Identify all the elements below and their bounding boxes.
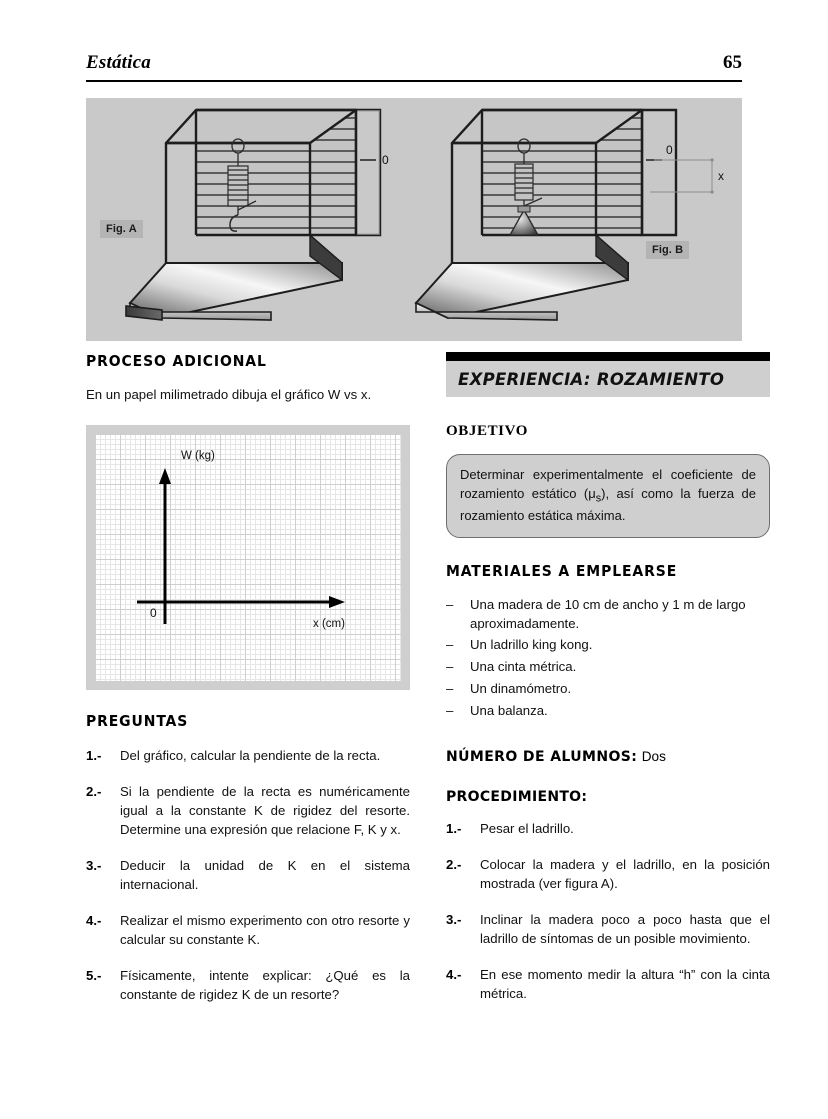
list-item — [446, 636, 770, 655]
left-column — [86, 352, 410, 1021]
graph-axes — [95, 434, 401, 681]
fig-b-zero-label: 0 — [666, 143, 673, 157]
item-number: 3.- — [446, 912, 462, 928]
item-text: Un dinamómetro. — [470, 680, 572, 696]
preguntas-heading: PREGUNTAS — [86, 711, 189, 730]
objetivo-text-part1: Determinar experimentalmente el coeficiente de rozamiento estático (μ — [460, 467, 756, 501]
graph-paper-box — [86, 425, 410, 690]
header-divider — [86, 80, 742, 82]
fig-b-label: Fig. B — [646, 241, 689, 259]
item-dash: – — [446, 659, 454, 675]
item-number: 2.- — [86, 783, 102, 799]
list-item — [446, 819, 770, 838]
right-column — [446, 352, 770, 1020]
item-text: Realizar el mismo experimento con otro resorte y calcular su constante K. — [120, 912, 410, 947]
item-number: 2.- — [446, 857, 462, 873]
graph-x-axis-label: x (cm) — [313, 617, 345, 630]
graph-origin-label: 0 — [150, 605, 157, 620]
item-dash: – — [446, 702, 454, 718]
list-item — [86, 782, 410, 839]
item-dash: – — [446, 637, 454, 653]
item-text: Pesar el ladrillo. — [480, 821, 574, 837]
list-item — [86, 856, 410, 894]
experiencia-top-bar — [446, 352, 770, 361]
item-text: Deducir la unidad de K en el sistema internacional. — [120, 857, 410, 892]
figure-b — [414, 98, 742, 341]
graph-y-axis-label: W (kg) — [181, 449, 215, 462]
list-item — [86, 746, 410, 765]
graph-grid — [95, 434, 401, 681]
list-item — [446, 680, 770, 699]
procedimiento-heading: PROCEDIMIENTO: — [446, 789, 588, 806]
objetivo-subscript: s — [595, 492, 602, 505]
fig-a-label: Fig. A — [100, 220, 143, 238]
item-text: Una madera de 10 cm de ancho y 1 m de largo aproximadamente. — [470, 596, 746, 631]
item-text: Una cinta métrica. — [470, 659, 577, 675]
item-number: 1.- — [86, 747, 102, 763]
list-item — [446, 910, 770, 948]
list-item — [446, 855, 770, 893]
figure-b-illustration — [414, 98, 742, 341]
figures-band — [86, 98, 742, 341]
item-text: Colocar la madera y el ladrillo, en la posición mostrada (ver figura A). — [480, 857, 770, 892]
item-number: 4.- — [446, 967, 462, 983]
proceso-adicional-text: En un papel milimetrado dibuja el gráfico W vs x. — [86, 387, 372, 402]
fig-b-x-label: x — [718, 169, 724, 183]
numero-alumnos-label: NÚMERO DE ALUMNOS: — [446, 749, 638, 766]
item-text: Del gráfico, calcular la pendiente de la recta. — [120, 747, 381, 763]
item-text: En ese momento medir la altura “h” con la cinta métrica. — [480, 967, 770, 1002]
numero-alumnos-value: Dos — [641, 749, 666, 765]
numero-alumnos-line — [446, 749, 770, 765]
materiales-heading: MATERIALES A EMPLEARSE — [446, 561, 678, 580]
objetivo-heading: OBJETIVO — [446, 423, 529, 439]
list-item — [446, 965, 770, 1003]
item-dash: – — [446, 596, 454, 612]
item-number: 3.- — [86, 857, 102, 873]
page-title: Estática — [86, 52, 151, 73]
item-text: Inclinar la madera poco a poco hasta que el ladrillo de síntomas de un posible movimiento. — [480, 912, 770, 947]
objetivo-text — [460, 466, 756, 526]
experiencia-banner — [446, 361, 770, 397]
spacer — [446, 723, 770, 749]
page-number: 65 — [723, 52, 742, 73]
preguntas-list — [86, 746, 410, 1004]
objetivo-box — [446, 454, 770, 538]
item-number: 1.- — [446, 821, 462, 837]
item-text: Un ladrillo king kong. — [470, 637, 593, 653]
fig-a-zero-label: 0 — [382, 153, 389, 167]
page-header — [86, 52, 742, 74]
materiales-list — [446, 596, 770, 720]
item-text: Físicamente, intente explicar: ¿Qué es la constante de rigidez K de un resorte? — [120, 967, 410, 1002]
list-item — [446, 596, 770, 633]
list-item — [86, 966, 410, 1004]
objetivo-text-part2: ), así como la fuerza de rozamiento estática máxima. — [460, 485, 756, 524]
experiencia-banner-text: EXPERIENCIA: ROZAMIENTO — [458, 369, 725, 389]
item-text: Si la pendiente de la recta es numéricamente igual a la constante K de rigidez del resorte. Determine una expresión que relacione F, K y x. — [120, 783, 410, 837]
item-dash: – — [446, 680, 454, 696]
figure-a — [86, 98, 414, 341]
item-number: 5.- — [86, 967, 102, 983]
list-item — [446, 658, 770, 677]
item-number: 4.- — [86, 912, 102, 928]
list-item — [86, 911, 410, 949]
proceso-adicional-heading: PROCESO ADICIONAL — [86, 352, 267, 370]
list-item — [446, 702, 770, 721]
item-text: Una balanza. — [470, 702, 548, 718]
procedimiento-list — [446, 819, 770, 1003]
